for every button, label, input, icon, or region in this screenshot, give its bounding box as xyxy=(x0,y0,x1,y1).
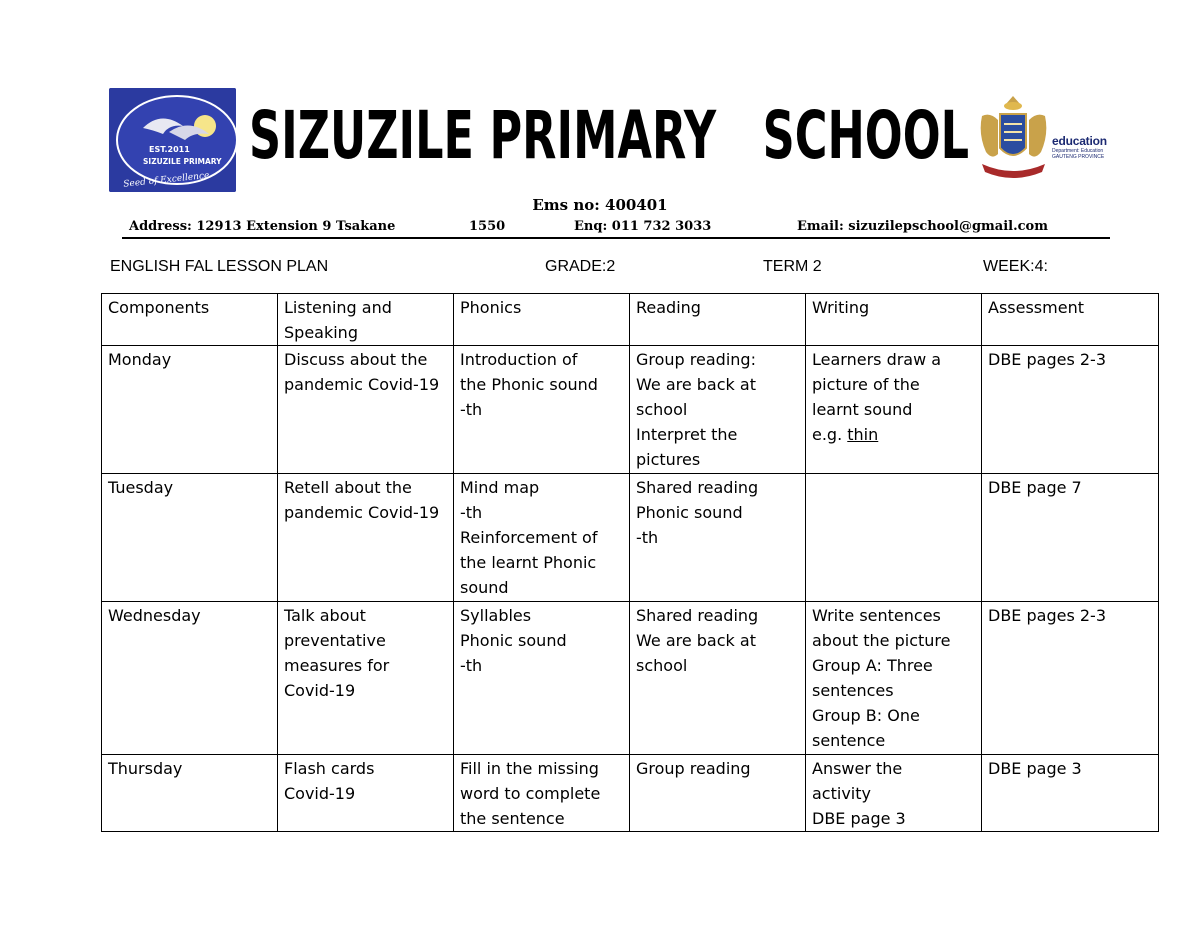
writing-cell-line: Group B: One xyxy=(812,706,920,725)
reading-cell-line: school xyxy=(636,656,688,675)
reading-cell-line: Shared reading xyxy=(636,606,759,625)
table-row xyxy=(102,755,1159,832)
writing-cell xyxy=(806,755,982,832)
assessment-cell xyxy=(982,602,1159,755)
phonics-cell-line: the Phonic sound xyxy=(460,375,598,394)
reading-cell xyxy=(630,602,806,755)
department-logo-province: GAUTENG PROVINCE xyxy=(1052,154,1105,160)
logo-est-text: EST.2011 xyxy=(149,145,190,154)
day-cell xyxy=(102,602,278,755)
writing-cell-line: sentence xyxy=(812,731,886,750)
phonics-cell-line: the sentence xyxy=(460,809,565,828)
plan-title: ENGLISH FAL LESSON PLAN xyxy=(110,258,329,275)
reading-cell-line: Shared reading xyxy=(636,478,759,497)
phonics-cell-line: word to complete xyxy=(460,784,601,803)
header-assessment xyxy=(982,294,1159,346)
school-name: SIZUZILE PRIMARY SCHOOL xyxy=(249,97,969,172)
writing-cell-line: picture of the xyxy=(812,375,920,394)
school-logo-emblem xyxy=(109,88,236,192)
writing-example-prefix: e.g. xyxy=(812,425,848,444)
school-logo xyxy=(109,88,236,192)
assessment-cell xyxy=(982,755,1159,832)
reading-cell-line: -th xyxy=(636,528,659,547)
listening-cell-line: Discuss about the xyxy=(284,350,428,369)
day-cell xyxy=(102,346,278,474)
department-logo-title: education xyxy=(1052,134,1107,148)
phonics-cell xyxy=(454,755,630,832)
reading-cell-line: school xyxy=(636,400,688,419)
logo-motto-text: Seed of Excellence xyxy=(122,170,210,190)
day-label: Wednesday xyxy=(108,606,201,625)
reading-cell-line: Phonic sound xyxy=(636,503,743,522)
ems-number: Ems no: 400401 xyxy=(532,196,668,214)
header-writing xyxy=(806,294,982,346)
header-reading-line: Reading xyxy=(636,298,701,317)
header-listening-speaking-line: Listening and xyxy=(284,298,392,317)
writing-cell xyxy=(806,602,982,755)
header-phonics-line: Phonics xyxy=(460,298,522,317)
phonics-cell-line: Introduction of xyxy=(460,350,578,369)
lesson-plan-table xyxy=(101,293,1159,832)
listening-cell-line: Talk about xyxy=(284,606,366,625)
department-logo xyxy=(1052,134,1124,160)
header-assessment-line: Assessment xyxy=(988,298,1084,317)
enquiries-phone: Enq: 011 732 3033 xyxy=(574,219,712,234)
plan-grade: GRADE:2 xyxy=(545,258,616,275)
day-label: Monday xyxy=(108,350,172,369)
listening-cell-line: pandemic Covid-19 xyxy=(284,503,440,522)
header-components xyxy=(102,294,278,346)
assessment-cell-line: DBE pages 2-3 xyxy=(988,606,1107,625)
listening-cell-line: Retell about the xyxy=(284,478,412,497)
day-cell xyxy=(102,474,278,602)
phonics-cell xyxy=(454,346,630,474)
header-listening-speaking xyxy=(278,294,454,346)
header-phonics xyxy=(454,294,630,346)
reading-cell xyxy=(630,474,806,602)
phonics-cell-line: -th xyxy=(460,656,483,675)
writing-cell-line: Answer the xyxy=(812,759,903,778)
writing-cell-line: learnt sound xyxy=(812,400,913,419)
listening-cell-line: Covid-19 xyxy=(284,681,356,700)
reading-cell-line: pictures xyxy=(636,450,701,469)
writing-cell-line: activity xyxy=(812,784,871,803)
table-header-row xyxy=(102,294,1159,346)
school-name-banner xyxy=(245,92,975,172)
reading-cell xyxy=(630,346,806,474)
writing-cell-line: about the picture xyxy=(812,631,951,650)
assessment-cell xyxy=(982,346,1159,474)
assessment-cell xyxy=(982,474,1159,602)
listening-cell-line: Flash cards xyxy=(284,759,375,778)
gauteng-crest-icon xyxy=(976,94,1051,180)
reading-cell-line: We are back at xyxy=(636,375,756,394)
writing-cell-line: Write sentences xyxy=(812,606,941,625)
listening-cell xyxy=(278,755,454,832)
phonics-cell-line: Phonic sound xyxy=(460,631,567,650)
phonics-cell-line: sound xyxy=(460,578,509,597)
day-label: Tuesday xyxy=(108,478,174,497)
table-row xyxy=(102,474,1159,602)
phonics-cell-line: Mind map xyxy=(460,478,540,497)
phonics-cell-line: Reinforcement of xyxy=(460,528,598,547)
reading-cell xyxy=(630,755,806,832)
reading-cell-line: Interpret the xyxy=(636,425,738,444)
header-divider xyxy=(122,237,1110,239)
day-label: Thursday xyxy=(108,759,183,778)
listening-cell-line: Covid-19 xyxy=(284,784,356,803)
writing-example xyxy=(812,422,975,447)
reading-cell-line: We are back at xyxy=(636,631,756,650)
assessment-cell-line: DBE page 7 xyxy=(988,478,1082,497)
phonics-cell-line: Syllables xyxy=(460,606,532,625)
header-components-line: Components xyxy=(108,298,210,317)
header-writing-line: Writing xyxy=(812,298,870,317)
phonics-cell xyxy=(454,474,630,602)
plan-term: TERM 2 xyxy=(763,258,822,275)
writing-example-word: thin xyxy=(847,425,879,444)
reading-cell-line: Group reading xyxy=(636,759,751,778)
phonics-cell-line: -th xyxy=(460,400,483,419)
assessment-cell-line: DBE page 3 xyxy=(988,759,1082,778)
table-row xyxy=(102,346,1159,474)
listening-cell xyxy=(278,474,454,602)
reading-cell-line: Group reading: xyxy=(636,350,756,369)
writing-cell xyxy=(806,346,982,474)
listening-cell-line: preventative xyxy=(284,631,386,650)
phonics-cell-line: -th xyxy=(460,503,483,522)
writing-cell-line: sentences xyxy=(812,681,894,700)
header-listening-speaking-line: Speaking xyxy=(284,323,358,342)
writing-cell-line: Group A: Three xyxy=(812,656,933,675)
writing-cell-line: DBE page 3 xyxy=(812,809,906,828)
day-cell xyxy=(102,755,278,832)
table-row xyxy=(102,602,1159,755)
phonics-cell-line: the learnt Phonic xyxy=(460,553,597,572)
plan-week: WEEK:4: xyxy=(983,258,1048,275)
logo-school-text: SIZUZILE PRIMARY xyxy=(143,157,222,166)
phonics-cell-line: Fill in the missing xyxy=(460,759,599,778)
listening-cell-line: measures for xyxy=(284,656,390,675)
department-logo-line: Department: Education xyxy=(1052,148,1104,154)
postal-code: 1550 xyxy=(469,219,506,234)
listening-cell xyxy=(278,602,454,755)
listening-cell xyxy=(278,346,454,474)
school-email: Email: sizuzilepschool@gmail.com xyxy=(797,219,1048,234)
phonics-cell xyxy=(454,602,630,755)
writing-cell xyxy=(806,474,982,602)
header-reading xyxy=(630,294,806,346)
assessment-cell-line: DBE pages 2-3 xyxy=(988,350,1107,369)
writing-cell-line: Learners draw a xyxy=(812,350,942,369)
listening-cell-line: pandemic Covid-19 xyxy=(284,375,440,394)
school-address: Address: 12913 Extension 9 Tsakane xyxy=(129,219,396,234)
